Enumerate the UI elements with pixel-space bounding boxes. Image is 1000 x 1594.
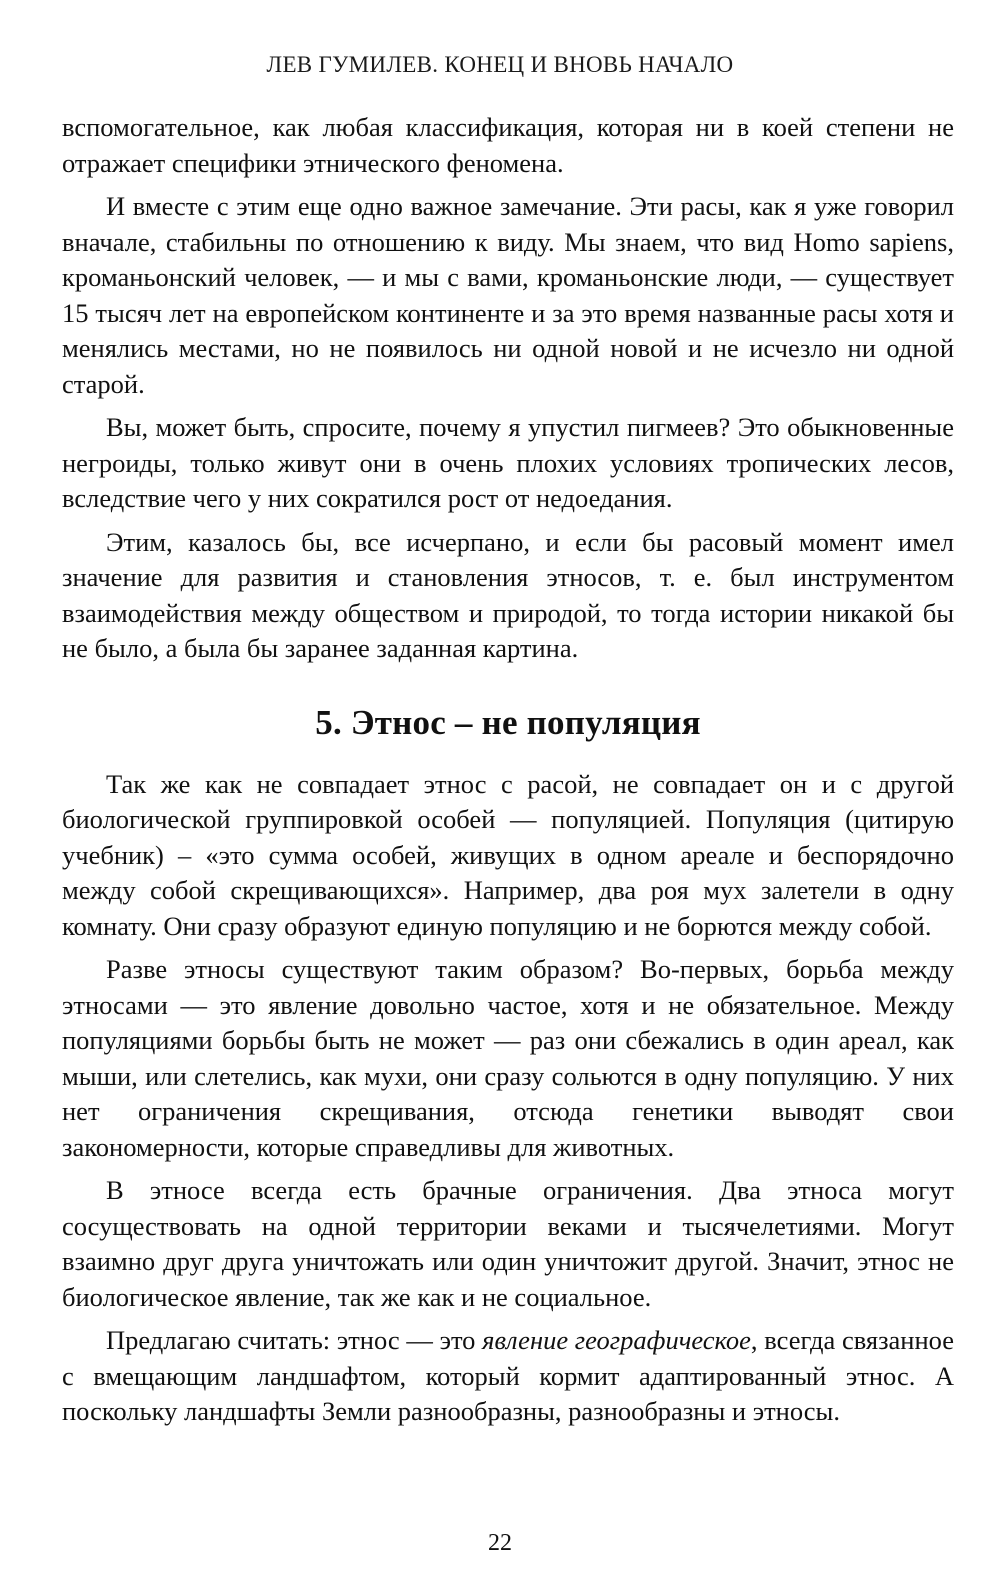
section-heading: 5. Этнос – не популяция [315, 702, 701, 742]
paragraph: В этносе всегда есть брачные ограничения. Два этноса могут сосуществовать на одной территории веками и тысячелетиями. Могут взаимно друг друга уничтожать или один уничтожит другой. Значит, этнос не биологическое явление, так же как и не социальное. [62, 1175, 954, 1312]
paragraph-text: , всегда связанное с вмещающим ландшафтом, который кормит адаптированный этнос. А поскольку ландшафты Земли разнообразны, разнообразны и этносы. [62, 1325, 954, 1426]
paragraph-text: Предлагаю считать: этнос — это [106, 1325, 483, 1355]
paragraph: Вы, может быть, спросите, почему я упустил пигмеев? Это обыкновенные негроиды, только живут они в очень плохих условиях тропических лесов, вследствие чего у них сократился рост от недоедания. [62, 412, 954, 513]
paragraph: Этим, казалось бы, все исчерпано, и если бы расовый момент имел значение для развития и становления этносов, т. е. был инструментом взаимодействия между обществом и природой, то тогда истории никакой бы не было, а была бы заранее заданная картина. [62, 526, 954, 663]
page-number: 22 [488, 1530, 512, 1556]
paragraph-last [62, 1323, 954, 1430]
emphasized-term: явление географическое [482, 1325, 751, 1355]
body-text [62, 110, 954, 1438]
paragraph: вспомогательное, как любая классификация, которая ни в коей степени не отражает специфики этнического феномена. [62, 112, 954, 178]
running-head: ЛЕВ ГУМИЛЕВ. КОНЕЦ И ВНОВЬ НАЧАЛО [266, 52, 734, 77]
paragraph: Разве этносы существуют таким образом? Во-первых, борьба между этносами — это явление довольно частое, хотя и не обязательное. Между популяциями борьбы быть не может — раз они сбежались в один ареал, как мыши, или слетелись, как мухи, они сразу сольются в одну популяцию. У них нет ограничения скрещивания, отсюда генетики выводят свои закономерности, которые справедливы для животных. [62, 954, 954, 1162]
paragraph: Так же как не совпадает этнос с расой, не совпадает он и с другой биологической группировкой особей — популяцией. Популяция (цитирую учебник) – «это сумма особей, живущих в одном ареале и беспорядочно между собой скрещивающихся». Например, два роя мух залетели в одну комнату. Они сразу образуют единую популяцию и не борются между собой. [62, 768, 954, 941]
paragraph: И вместе с этим еще одно важное замечание. Эти расы, как я уже говорил вначале, стабильны по отношению к виду. Мы знаем, что вид Homo sapiens, кроманьонский человек, — и мы с вами, кроманьонские люди, — существует 15 тысяч лет на европейском континенте и за это время названные расы хотя и менялись местами, но не появилось ни одной новой и не исчезло ни одной старой. [62, 191, 954, 399]
